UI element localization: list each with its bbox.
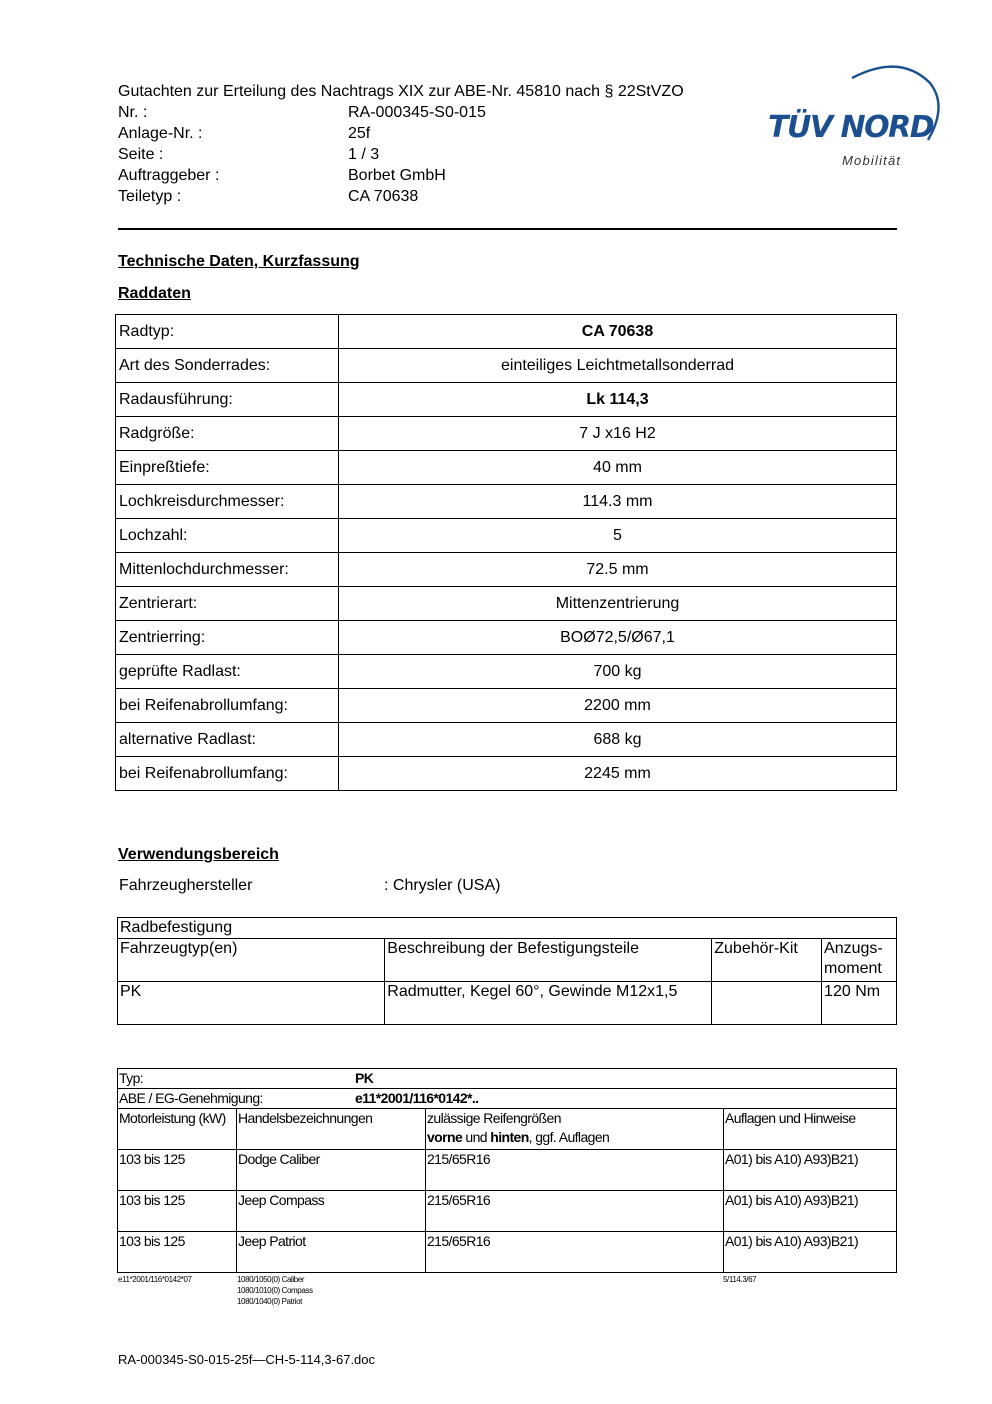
field-label-anlage: Anlage-Nr. : <box>118 125 203 142</box>
field-label-teiletyp: Teiletyp : <box>118 188 182 205</box>
typ-table-row <box>118 1232 897 1273</box>
bef-cell-typ: PK <box>118 982 385 1025</box>
abe-value: e11*2001/116*0142*.. <box>355 1090 479 1106</box>
raddaten-label: Einpreßtiefe: <box>116 451 339 485</box>
raddaten-row <box>116 621 897 655</box>
raddaten-label: Zentrierring: <box>116 621 339 655</box>
raddaten-label: Mittenlochdurchmesser: <box>116 553 339 587</box>
bef-header-fahrzeugtyp: Fahrzeugtyp(en) <box>118 939 385 982</box>
raddaten-value: Lk 114,3 <box>339 383 897 417</box>
raddaten-row <box>116 655 897 689</box>
typ-table-row <box>118 1150 897 1191</box>
typ-cell-handel: Jeep Patriot <box>237 1232 426 1273</box>
field-value-seite: 1 / 3 <box>348 146 380 163</box>
section-title-tech: Technische Daten, Kurzfassung <box>118 253 360 270</box>
raddaten-label: Lochzahl: <box>116 519 339 553</box>
typ-header-handel: Handelsbezeichnungen <box>237 1109 426 1150</box>
raddaten-label: Radtyp: <box>116 315 339 349</box>
typ-cell-auflagen: A01) bis A10) A93)B21) <box>724 1191 897 1232</box>
raddaten-value: einteiliges Leichtmetallsonderrad <box>339 349 897 383</box>
fine-approval: e11*2001/116*0142*07 <box>118 1275 192 1284</box>
raddaten-label: Zentrierart: <box>116 587 339 621</box>
typ-cell-reifen: 215/65R16 <box>426 1232 724 1273</box>
typ-cell-reifen: 215/65R16 <box>426 1191 724 1232</box>
typ-cell-auflagen: A01) bis A10) A93)B21) <box>724 1232 897 1273</box>
raddaten-table <box>115 314 897 791</box>
typ-header-reifen <box>426 1109 724 1150</box>
bef-cell-kit <box>712 982 822 1025</box>
tuev-nord-logo <box>760 58 945 173</box>
bef-cell-beschreibung: Radmutter, Kegel 60°, Gewinde M12x1,5 <box>385 982 712 1025</box>
raddaten-row <box>116 553 897 587</box>
bef-cell-moment: 120 Nm <box>822 982 897 1025</box>
typ-cell-motor: 103 bis 125 <box>118 1191 237 1232</box>
raddaten-value: 40 mm <box>339 451 897 485</box>
bef-header-beschreibung: Beschreibung der Befestigungsteile <box>385 939 712 982</box>
raddaten-value: 688 kg <box>339 723 897 757</box>
raddaten-label: bei Reifenabrollumfang: <box>116 757 339 791</box>
abe-row <box>118 1089 897 1109</box>
abe-label: ABE / EG-Genehmigung: <box>119 1090 263 1106</box>
typ-cell-handel: Jeep Compass <box>237 1191 426 1232</box>
raddaten-row <box>116 587 897 621</box>
raddaten-row <box>116 723 897 757</box>
raddaten-label: Lochkreisdurchmesser: <box>116 485 339 519</box>
radbefestigung-table <box>117 917 897 1025</box>
reifen-header-vorne: vorne <box>427 1129 463 1145</box>
raddaten-value: 7 J x16 H2 <box>339 417 897 451</box>
field-value-anlage: 25f <box>348 125 371 142</box>
raddaten-label: Radgröße: <box>116 417 339 451</box>
bef-header-zubehoer: Zubehör-Kit <box>712 939 822 982</box>
raddaten-label: geprüfte Radlast: <box>116 655 339 689</box>
section-title-verwendung: Verwendungsbereich <box>118 846 279 863</box>
typ-header-auflagen: Auflagen und Hinweise <box>724 1109 897 1150</box>
typ-header-motor: Motorleistung (kW) <box>118 1109 237 1150</box>
typ-label: Typ: <box>119 1070 144 1086</box>
raddaten-value: 5 <box>339 519 897 553</box>
typ-table <box>117 1068 897 1273</box>
raddaten-value: Mittenzentrierung <box>339 587 897 621</box>
field-label-nr: Nr. : <box>118 104 148 121</box>
section-title-raddaten: Raddaten <box>118 285 191 302</box>
reifen-header-und: und <box>462 1129 491 1145</box>
typ-cell-auflagen: A01) bis A10) A93)B21) <box>724 1150 897 1191</box>
typ-row <box>118 1069 897 1089</box>
raddaten-row <box>116 451 897 485</box>
raddaten-value: CA 70638 <box>339 315 897 349</box>
raddaten-value: 700 kg <box>339 655 897 689</box>
fine-code-patriot: 1080/1040(0) Patriot <box>237 1297 302 1306</box>
reifen-header-hinten: hinten <box>490 1129 529 1145</box>
raddaten-label: Radausführung: <box>116 383 339 417</box>
field-label-auftraggeber: Auftraggeber : <box>118 167 220 184</box>
typ-table-row <box>118 1191 897 1232</box>
raddaten-label: alternative Radlast: <box>116 723 339 757</box>
logo-brand: TÜV NORD <box>768 110 934 145</box>
typ-value: PK <box>355 1070 374 1086</box>
typ-cell-reifen: 215/65R16 <box>426 1150 724 1191</box>
raddaten-row <box>116 689 897 723</box>
raddaten-value: BOØ72,5/Ø67,1 <box>339 621 897 655</box>
fine-code-caliber: 1080/1050(0) Caliber <box>237 1275 305 1284</box>
raddaten-row <box>116 757 897 791</box>
typ-cell-handel: Dodge Caliber <box>237 1150 426 1191</box>
raddaten-value: 72.5 mm <box>339 553 897 587</box>
field-value-auftraggeber: Borbet GmbH <box>348 167 446 184</box>
raddaten-row <box>116 485 897 519</box>
typ-cell-motor: 103 bis 125 <box>118 1232 237 1273</box>
raddaten-value: 114.3 mm <box>339 485 897 519</box>
raddaten-label: Art des Sonderrades: <box>116 349 339 383</box>
logo-subtitle: Mobilität <box>842 153 902 168</box>
header-divider <box>118 228 897 230</box>
typ-cell-motor: 103 bis 125 <box>118 1150 237 1191</box>
fine-code-compass: 1080/1010(0) Compass <box>237 1286 313 1295</box>
reifen-header-rest: , ggf. Auflagen <box>528 1129 610 1145</box>
field-value-nr: RA-000345-S0-015 <box>348 104 486 121</box>
fahrzeughersteller-label: Fahrzeughersteller <box>119 877 253 894</box>
raddaten-row <box>116 519 897 553</box>
field-label-seite: Seite : <box>118 146 164 163</box>
reifen-header-line1: zulässige Reifengrößen <box>427 1110 561 1126</box>
fahrzeughersteller-value: : Chrysler (USA) <box>384 877 501 894</box>
document-title: Gutachten zur Erteilung des Nachtrags XIX zur ABE-Nr. 45810 nach § 22StVZO <box>118 83 684 100</box>
raddaten-label: bei Reifenabrollumfang: <box>116 689 339 723</box>
field-value-teiletyp: CA 70638 <box>348 188 419 205</box>
raddaten-row <box>116 349 897 383</box>
bef-header-moment: Anzugs-moment <box>822 939 897 982</box>
footer-filename: RA-000345-S0-015-25f—CH-5-114,3-67.doc <box>118 1352 376 1367</box>
raddaten-value: 2245 mm <box>339 757 897 791</box>
raddaten-row <box>116 383 897 417</box>
radbefestigung-title: Radbefestigung <box>118 918 897 939</box>
raddaten-value: 2200 mm <box>339 689 897 723</box>
raddaten-row <box>116 315 897 349</box>
fine-ref: 5/114.3/67 <box>723 1275 757 1284</box>
raddaten-row <box>116 417 897 451</box>
